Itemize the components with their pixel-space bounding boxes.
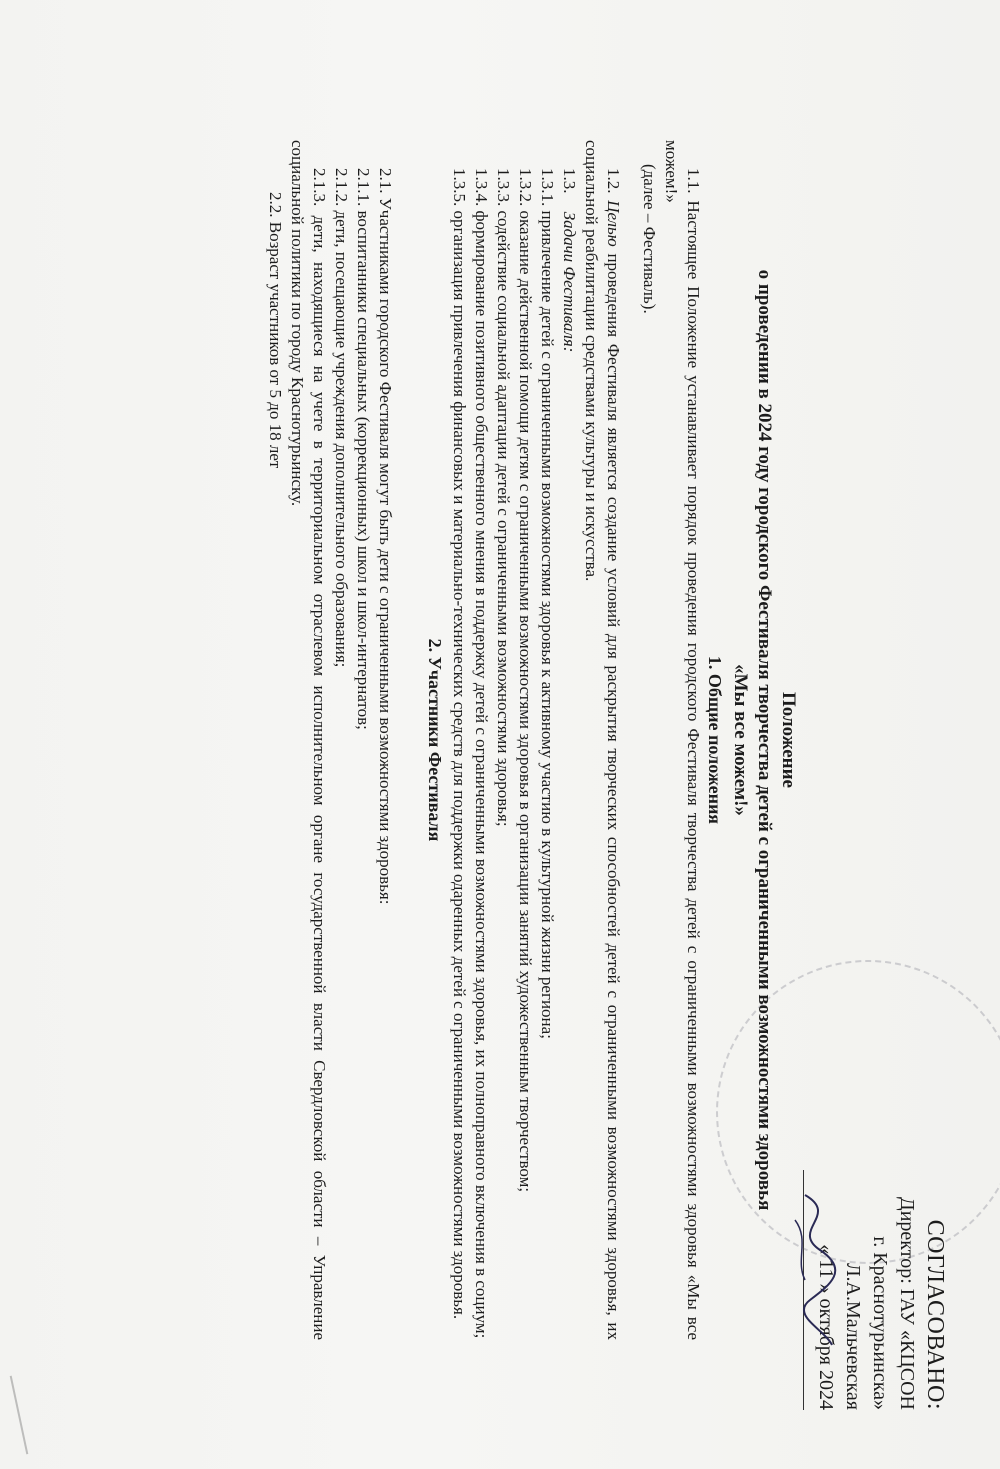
paragraph-1-2-text: проведения Фестиваля является создание условий для раскрытия творческих способностей детей с ограниченными возможностями здоровья, их социальной реабилитации средствами культуры и искусства. [582,140,623,1340]
list-item-2-1-1: 2.1.1. воспитанники специальных (коррекционных) школ и школ-интернатов; [354,168,373,730]
paragraph-1-2 [580,140,624,1340]
list-item-1-3-2: 1.3.2. оказание действенной помощи детям с ограниченными возможностями здоровья в организации занятий художественным творчеством; [516,168,535,1193]
approval-position: Директор: ГАУ «КЦСОН [896,1197,918,1410]
festival-name: «Мы все можем!» [730,664,751,816]
approval-organization: г. Краснотурьинска» [869,1236,891,1410]
approval-title: СОГЛАСОВАНО: [922,1219,948,1410]
list-item-1-3-3: 1.3.3. содействие социальной адаптации детей с ограниченными возможностями здоровья; [494,168,513,827]
list-item-1-3-1: 1.3.1. привлечение детей с ограниченными возможностями здоровья к активному участию в культурной жизни региона; [538,168,557,1039]
list-item-1-3-4: 1.3.4. формирование позитивного общественного мнения в поддержку детей с ограниченными возможностями здоровья, их полноправного включения в социум; [472,168,491,1339]
paragraph-1-2-label: Целью [604,200,623,247]
paragraph-1-3-label: Задачи Фестиваля: [560,211,579,353]
paragraph-1-2-number: 1.2. [604,168,623,194]
paragraph-2-1: 2.1. Участниками городского Фестиваля могут быть дети с ограниченными возможностями здоровья: [376,168,395,905]
paragraph-1-3-number: 1.3. [560,168,579,194]
section-2-heading: 2. Участники Фестиваля [425,638,445,842]
paragraph-1-1: 1.1. Настоящее Положение устанавливает порядок проведения городского Фестиваля творчества детей с ограниченными возможностями здоровья «Мы все можем!» [662,140,703,1340]
approval-signatory: Л.А.Мальчевская [842,1262,864,1410]
paragraph-1-1-tail: (далее – Фестиваль). [640,164,659,314]
document-body [264,140,800,1340]
list-item-2-1-3: 2.1.3. дети, находящиеся на учете в территориальном отраслевом исполнительном органе государственной власти Свердловской области – Управление социальной политики по городу Краснотурьинску. [288,140,329,1340]
list-item-2-1-2: 2.1.2. дети, посещающие учреждения дополнительного образования; [332,168,351,668]
document-subtitle: о проведении в 2024 году городского Фестиваля творчества детей с ограниченными возможностями здоровья [754,269,775,1211]
paragraph-1-3 [558,140,580,1340]
list-item-1-3-5: 1.3.5. организация привлечения финансовых и материально-технических средств для поддержки одаренных детей с ограниченными возможностями здоровья. [450,168,469,1320]
approval-date: « 11 » октября 2024 [815,1244,837,1410]
document-title: Положение [778,691,799,788]
paragraph-2-2: 2.2. Возраст участников от 5 до 18 лет [266,192,285,469]
section-1-heading: 1. Общие положения [705,655,725,825]
